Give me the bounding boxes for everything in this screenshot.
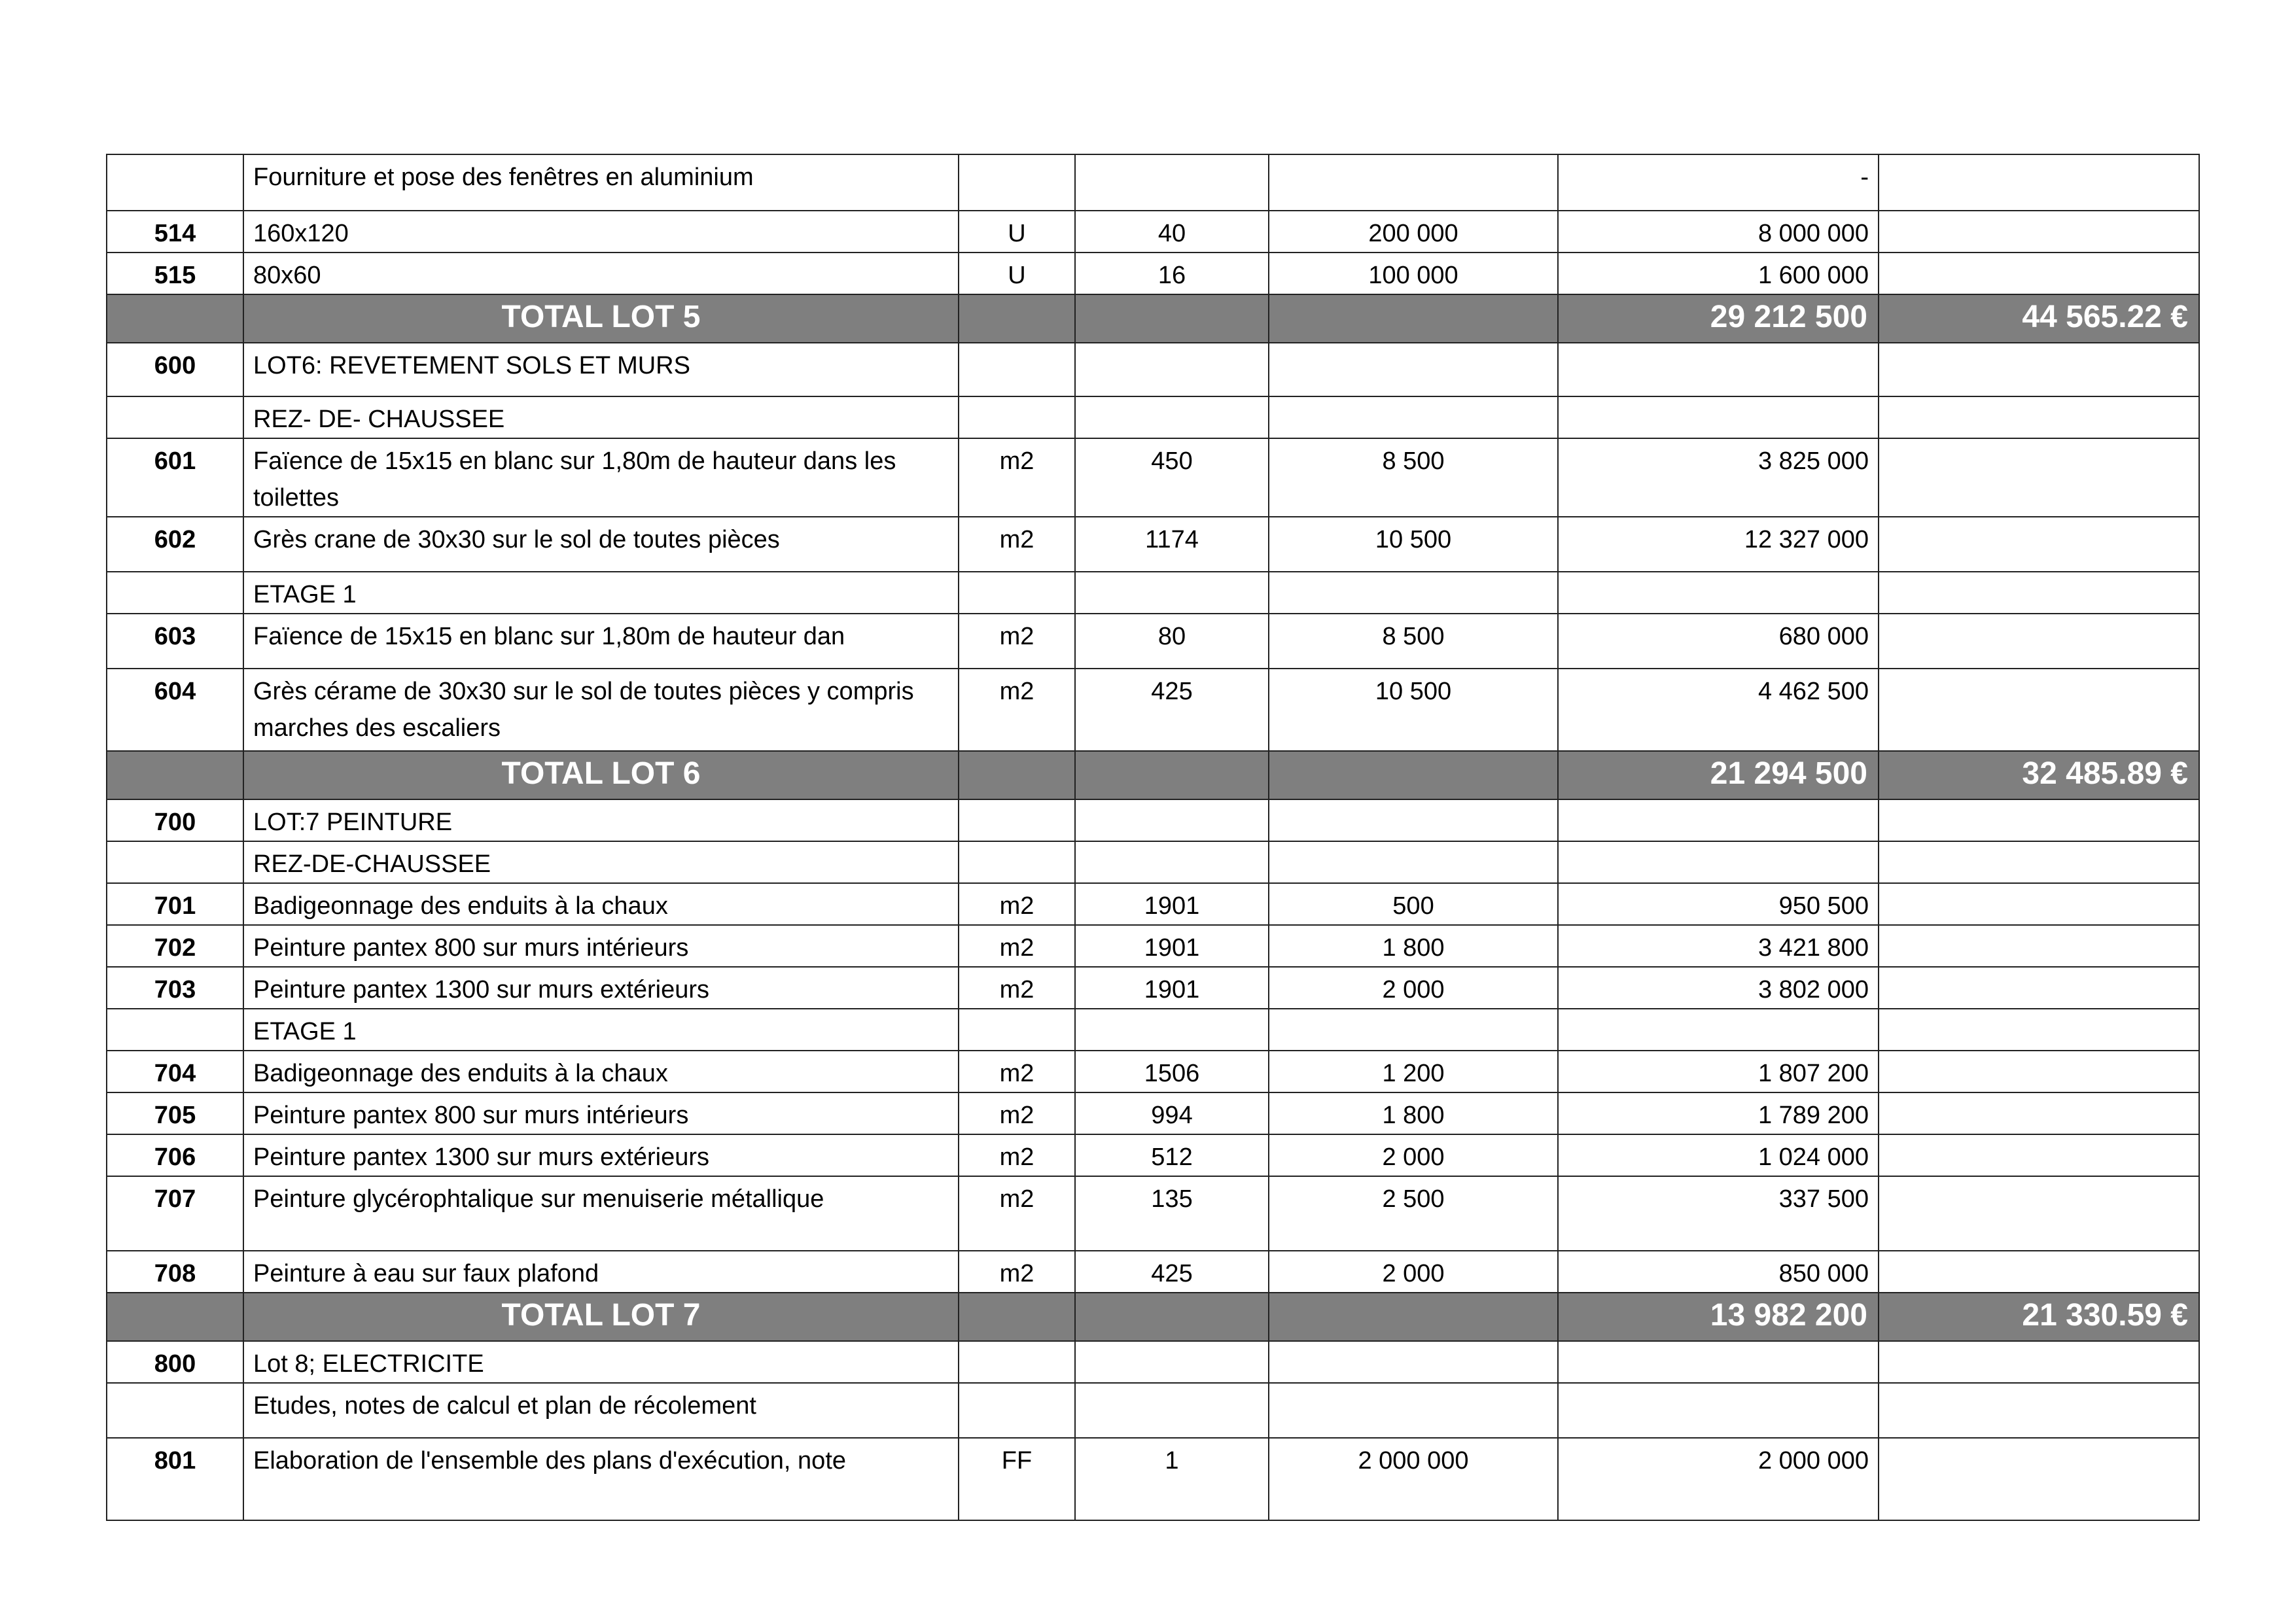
item-unit (959, 1383, 1075, 1438)
item-quantity: 1174 (1075, 517, 1269, 572)
table-row (107, 883, 2199, 925)
total-label: TOTAL LOT 5 (243, 294, 959, 343)
table-row (107, 253, 2199, 294)
item-quantity (1075, 841, 1269, 883)
item-unit-price: 200 000 (1269, 211, 1558, 253)
total-spacer-cell (107, 294, 243, 343)
item-quantity (1075, 1341, 1269, 1383)
item-number: 708 (107, 1251, 243, 1293)
item-amount (1558, 1009, 1879, 1051)
total-euro-amount: 44 565.22 € (1879, 294, 2199, 343)
item-extra (1879, 1341, 2199, 1383)
item-unit-price: 2 000 (1269, 967, 1558, 1009)
table-row (107, 1134, 2199, 1176)
item-description: Grès cérame de 30x30 sur le sol de toutes pièces y compris marches des escaliers (243, 669, 959, 751)
item-unit-price (1269, 1383, 1558, 1438)
total-spacer-cell (959, 751, 1075, 799)
item-description: Grès crane de 30x30 sur le sol de toutes pièces (243, 517, 959, 572)
item-extra (1879, 1383, 2199, 1438)
item-number: 700 (107, 799, 243, 841)
item-extra (1879, 1176, 2199, 1251)
item-description: Faïence de 15x15 en blanc sur 1,80m de hauteur dan (243, 614, 959, 669)
item-number: 603 (107, 614, 243, 669)
item-description: LOT:7 PEINTURE (243, 799, 959, 841)
item-unit: FF (959, 1438, 1075, 1520)
item-extra (1879, 1009, 2199, 1051)
item-amount (1558, 841, 1879, 883)
table-row (107, 154, 2199, 211)
item-number: 515 (107, 253, 243, 294)
item-number: 702 (107, 925, 243, 967)
item-unit (959, 841, 1075, 883)
table-row (107, 841, 2199, 883)
table-row (107, 1092, 2199, 1134)
item-unit: m2 (959, 614, 1075, 669)
item-quantity (1075, 572, 1269, 614)
item-quantity (1075, 396, 1269, 438)
item-unit: m2 (959, 1134, 1075, 1176)
item-extra (1879, 1134, 2199, 1176)
item-unit: m2 (959, 883, 1075, 925)
item-description: ETAGE 1 (243, 572, 959, 614)
total-label: TOTAL LOT 6 (243, 751, 959, 799)
item-unit-price (1269, 1341, 1558, 1383)
total-amount: 13 982 200 (1558, 1293, 1879, 1341)
item-quantity (1075, 1009, 1269, 1051)
item-amount: 680 000 (1558, 614, 1879, 669)
item-unit-price: 2 000 (1269, 1134, 1558, 1176)
item-extra (1879, 1092, 2199, 1134)
item-quantity: 40 (1075, 211, 1269, 253)
total-spacer-cell (107, 751, 243, 799)
item-number (107, 1383, 243, 1438)
table-row (107, 396, 2199, 438)
table-row (107, 343, 2199, 396)
item-unit-price: 1 200 (1269, 1051, 1558, 1092)
item-quantity: 80 (1075, 614, 1269, 669)
item-description: Badigeonnage des enduits à la chaux (243, 1051, 959, 1092)
item-unit-price: 8 500 (1269, 438, 1558, 517)
item-quantity: 16 (1075, 253, 1269, 294)
item-extra (1879, 343, 2199, 396)
item-number: 604 (107, 669, 243, 751)
item-unit-price (1269, 572, 1558, 614)
table-row (107, 1341, 2199, 1383)
quantity-estimate-table (106, 154, 2200, 1521)
item-unit: m2 (959, 1092, 1075, 1134)
total-spacer-cell (1075, 294, 1269, 343)
item-quantity (1075, 343, 1269, 396)
item-extra (1879, 154, 2199, 211)
item-extra (1879, 1251, 2199, 1293)
item-amount: 3 825 000 (1558, 438, 1879, 517)
item-unit: m2 (959, 1251, 1075, 1293)
item-number (107, 396, 243, 438)
item-unit: m2 (959, 517, 1075, 572)
lot-total-row (107, 294, 2199, 343)
item-unit: m2 (959, 1051, 1075, 1092)
item-amount: 4 462 500 (1558, 669, 1879, 751)
item-unit-price (1269, 1009, 1558, 1051)
total-euro-amount: 32 485.89 € (1879, 751, 2199, 799)
item-extra (1879, 1051, 2199, 1092)
item-quantity: 1901 (1075, 925, 1269, 967)
total-spacer-cell (959, 1293, 1075, 1341)
item-unit-price: 1 800 (1269, 1092, 1558, 1134)
item-description: REZ- DE- CHAUSSEE (243, 396, 959, 438)
item-unit (959, 154, 1075, 211)
table-row (107, 1051, 2199, 1092)
item-extra (1879, 614, 2199, 669)
item-extra (1879, 925, 2199, 967)
item-extra (1879, 669, 2199, 751)
item-extra (1879, 1438, 2199, 1520)
item-amount: 337 500 (1558, 1176, 1879, 1251)
item-amount: 2 000 000 (1558, 1438, 1879, 1520)
item-amount: 1 024 000 (1558, 1134, 1879, 1176)
item-unit-price: 2 500 (1269, 1176, 1558, 1251)
item-amount: 850 000 (1558, 1251, 1879, 1293)
item-extra (1879, 253, 2199, 294)
item-description: 160x120 (243, 211, 959, 253)
total-euro-amount: 21 330.59 € (1879, 1293, 2199, 1341)
item-description: Peinture à eau sur faux plafond (243, 1251, 959, 1293)
item-unit-price: 10 500 (1269, 517, 1558, 572)
item-unit (959, 343, 1075, 396)
lot-total-row (107, 1293, 2199, 1341)
item-unit-price: 2 000 (1269, 1251, 1558, 1293)
item-number: 801 (107, 1438, 243, 1520)
table-row (107, 1176, 2199, 1251)
item-extra (1879, 883, 2199, 925)
total-spacer-cell (1075, 751, 1269, 799)
item-unit-price (1269, 799, 1558, 841)
total-spacer-cell (1269, 1293, 1558, 1341)
item-description: ETAGE 1 (243, 1009, 959, 1051)
item-amount: 8 000 000 (1558, 211, 1879, 253)
item-number: 600 (107, 343, 243, 396)
total-amount: 21 294 500 (1558, 751, 1879, 799)
item-quantity: 425 (1075, 669, 1269, 751)
item-unit: U (959, 253, 1075, 294)
item-number: 705 (107, 1092, 243, 1134)
item-quantity: 425 (1075, 1251, 1269, 1293)
table-row (107, 1438, 2199, 1520)
table-row (107, 1009, 2199, 1051)
item-description: Peinture pantex 800 sur murs intérieurs (243, 925, 959, 967)
item-unit-price: 1 800 (1269, 925, 1558, 967)
item-unit (959, 1009, 1075, 1051)
item-quantity: 135 (1075, 1176, 1269, 1251)
item-unit (959, 572, 1075, 614)
item-quantity (1075, 154, 1269, 211)
table-row (107, 1251, 2199, 1293)
item-amount: - (1558, 154, 1879, 211)
total-amount: 29 212 500 (1558, 294, 1879, 343)
total-spacer-cell (1269, 294, 1558, 343)
item-unit: U (959, 211, 1075, 253)
table-row (107, 572, 2199, 614)
item-description: Lot 8; ELECTRICITE (243, 1341, 959, 1383)
table-row (107, 614, 2199, 669)
item-quantity (1075, 1383, 1269, 1438)
table-row (107, 799, 2199, 841)
item-amount: 1 600 000 (1558, 253, 1879, 294)
item-unit: m2 (959, 1176, 1075, 1251)
item-number: 514 (107, 211, 243, 253)
item-quantity: 1901 (1075, 883, 1269, 925)
item-quantity: 1 (1075, 1438, 1269, 1520)
table-row (107, 1383, 2199, 1438)
item-description: Fourniture et pose des fenêtres en aluminium (243, 154, 959, 211)
item-description: Elaboration de l'ensemble des plans d'exécution, note (243, 1438, 959, 1520)
table-row (107, 925, 2199, 967)
item-description: Peinture pantex 800 sur murs intérieurs (243, 1092, 959, 1134)
item-amount: 1 807 200 (1558, 1051, 1879, 1092)
item-unit-price: 10 500 (1269, 669, 1558, 751)
item-unit: m2 (959, 967, 1075, 1009)
item-description: Peinture pantex 1300 sur murs extérieurs (243, 967, 959, 1009)
item-description: 80x60 (243, 253, 959, 294)
item-description: REZ-DE-CHAUSSEE (243, 841, 959, 883)
item-amount: 1 789 200 (1558, 1092, 1879, 1134)
item-unit (959, 799, 1075, 841)
total-spacer-cell (1269, 751, 1558, 799)
total-spacer-cell (107, 1293, 243, 1341)
item-number: 707 (107, 1176, 243, 1251)
total-label: TOTAL LOT 7 (243, 1293, 959, 1341)
item-description: Peinture pantex 1300 sur murs extérieurs (243, 1134, 959, 1176)
item-number: 706 (107, 1134, 243, 1176)
item-quantity: 994 (1075, 1092, 1269, 1134)
table-row (107, 669, 2199, 751)
item-number: 602 (107, 517, 243, 572)
lot-total-row (107, 751, 2199, 799)
table-row (107, 517, 2199, 572)
item-quantity: 1901 (1075, 967, 1269, 1009)
item-amount (1558, 799, 1879, 841)
table-row (107, 211, 2199, 253)
item-number: 800 (107, 1341, 243, 1383)
item-unit-price (1269, 841, 1558, 883)
item-unit (959, 396, 1075, 438)
item-amount (1558, 572, 1879, 614)
item-number: 701 (107, 883, 243, 925)
item-amount (1558, 1383, 1879, 1438)
item-extra (1879, 967, 2199, 1009)
item-amount: 950 500 (1558, 883, 1879, 925)
item-amount: 3 802 000 (1558, 967, 1879, 1009)
item-description: Peinture glycérophtalique sur menuiserie métallique (243, 1176, 959, 1251)
item-number (107, 572, 243, 614)
item-amount (1558, 396, 1879, 438)
item-extra (1879, 517, 2199, 572)
item-quantity (1075, 799, 1269, 841)
item-extra (1879, 211, 2199, 253)
item-unit-price (1269, 154, 1558, 211)
item-extra (1879, 799, 2199, 841)
item-unit-price: 100 000 (1269, 253, 1558, 294)
item-unit-price: 8 500 (1269, 614, 1558, 669)
item-unit: m2 (959, 669, 1075, 751)
table-row (107, 967, 2199, 1009)
item-quantity: 1506 (1075, 1051, 1269, 1092)
item-description: Etudes, notes de calcul et plan de récolement (243, 1383, 959, 1438)
item-unit-price (1269, 343, 1558, 396)
item-extra (1879, 396, 2199, 438)
item-unit (959, 1341, 1075, 1383)
item-number (107, 154, 243, 211)
item-number: 704 (107, 1051, 243, 1092)
item-amount: 12 327 000 (1558, 517, 1879, 572)
item-number: 601 (107, 438, 243, 517)
item-number: 703 (107, 967, 243, 1009)
item-amount: 3 421 800 (1558, 925, 1879, 967)
item-unit: m2 (959, 438, 1075, 517)
item-unit-price (1269, 396, 1558, 438)
item-extra (1879, 438, 2199, 517)
item-description: Badigeonnage des enduits à la chaux (243, 883, 959, 925)
item-description: Faïence de 15x15 en blanc sur 1,80m de hauteur dans les toilettes (243, 438, 959, 517)
item-number (107, 841, 243, 883)
total-spacer-cell (1075, 1293, 1269, 1341)
item-extra (1879, 572, 2199, 614)
item-quantity: 512 (1075, 1134, 1269, 1176)
item-description: LOT6: REVETEMENT SOLS ET MURS (243, 343, 959, 396)
item-unit-price: 2 000 000 (1269, 1438, 1558, 1520)
item-number (107, 1009, 243, 1051)
table-row (107, 438, 2199, 517)
item-unit-price: 500 (1269, 883, 1558, 925)
item-amount (1558, 343, 1879, 396)
item-unit: m2 (959, 925, 1075, 967)
item-extra (1879, 841, 2199, 883)
item-quantity: 450 (1075, 438, 1269, 517)
total-spacer-cell (959, 294, 1075, 343)
item-amount (1558, 1341, 1879, 1383)
